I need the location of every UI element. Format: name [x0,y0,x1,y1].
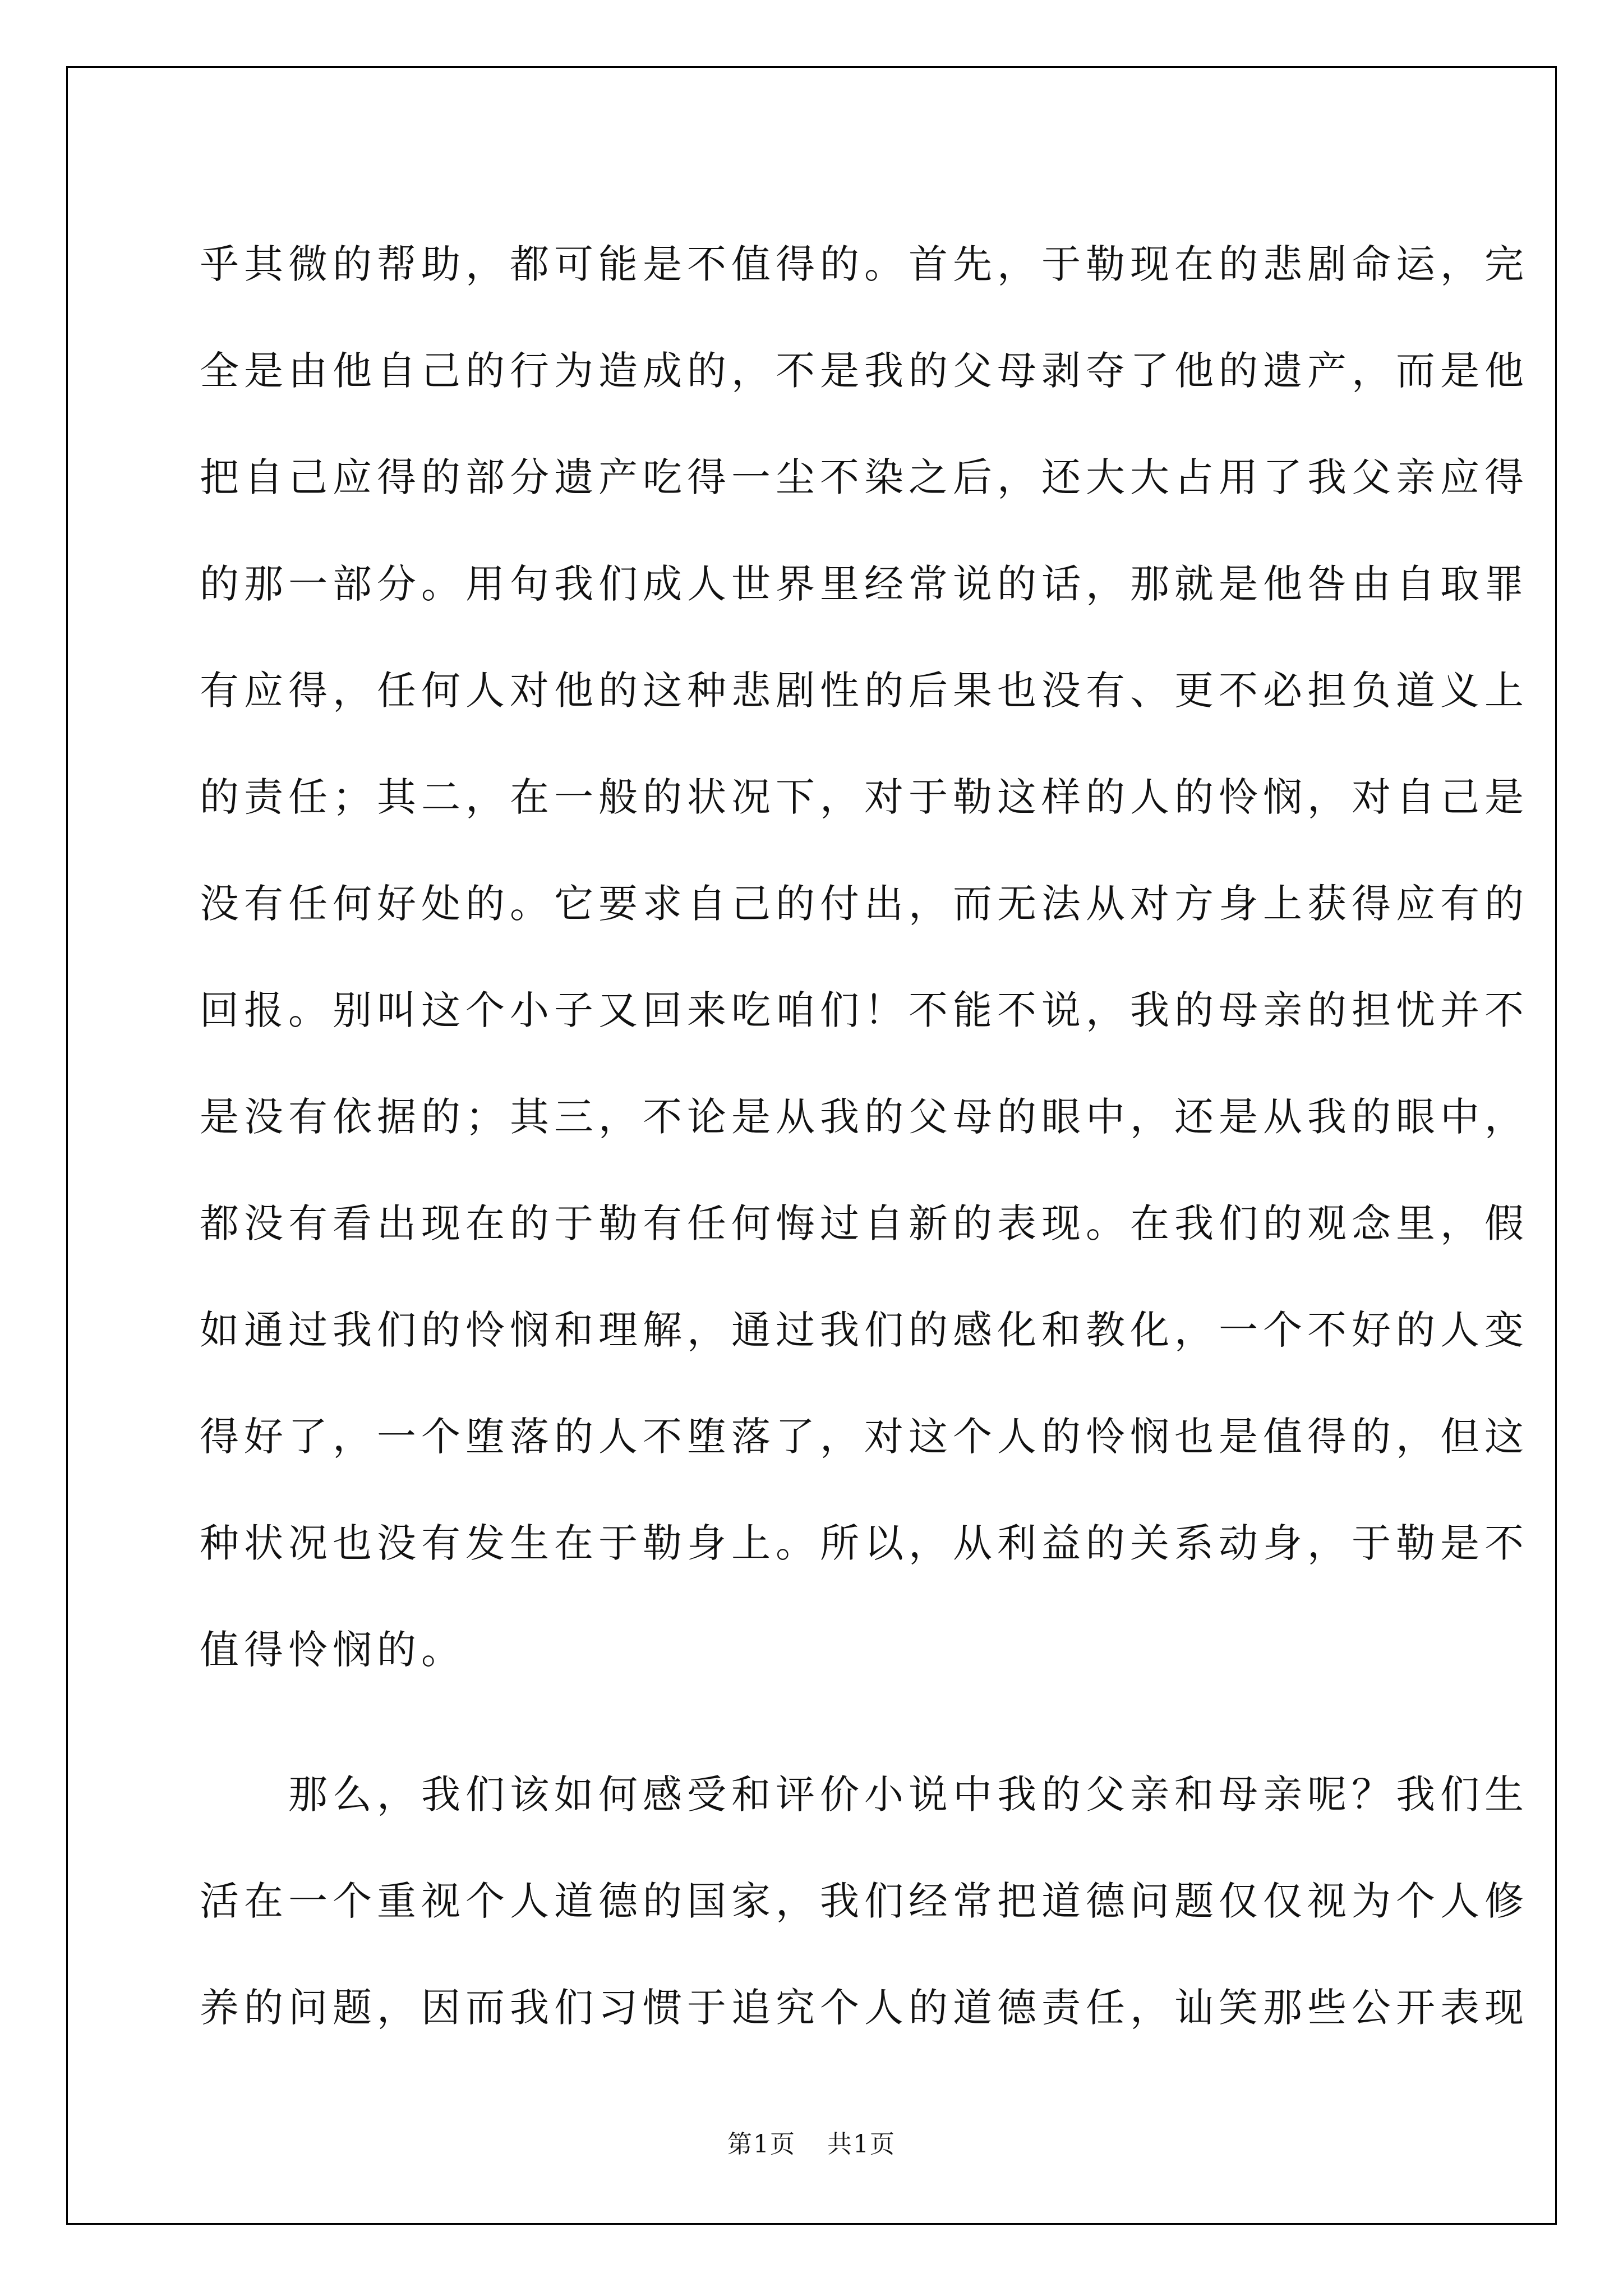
text-line: 乎其微的帮助，都可能是不值得的。首先，于勒现在的悲剧命运，完 [200,241,1529,287]
text-line: 都没有看出现在的于勒有任何悔过自新的表现。在我们的观念里，假 [200,1200,1529,1246]
text-line: 全是由他自己的行为造成的，不是我的父母剥夺了他的遗产，而是他 [200,348,1529,394]
text-line: 得好了，一个堕落的人不堕落了，对这个人的怜悯也是值得的，但这 [200,1414,1529,1460]
text-line: 有应得，任何人对他的这种悲剧性的后果也没有、更不必担负道义上 [200,668,1529,714]
text-line: 那么，我们该如何感受和评价小说中我的父亲和母亲呢？我们生 [200,1772,1529,1818]
text-line: 如通过我们的怜悯和理解，通过我们的感化和教化，一个不好的人变 [200,1307,1529,1353]
text-line: 把自己应得的部分遗产吃得一尘不染之后，还大大占用了我父亲应得 [200,454,1529,500]
text-line: 的那一部分。用句我们成人世界里经常说的话，那就是他咎由自取罪 [200,561,1529,607]
paragraph-spacing [200,1703,1422,1741]
document-body [200,211,1529,2061]
text-line: 种状况也没有发生在于勒身上。所以，从利益的关系动身，于勒是不 [200,1520,1529,1566]
text-line: 的责任；其二，在一般的状况下，对于勒这样的人的怜悯，对自己是 [200,774,1529,820]
paragraph-1 [200,211,1529,1703]
page-number: 第1页 [727,2130,796,2159]
text-line: 活在一个重视个人道德的国家，我们经常把道德问题仅仅视为个人修 [200,1878,1529,1924]
text-line: 没有任何好处的。它要求自己的付出，而无法从对方身上获得应有的 [200,881,1529,927]
page-footer [0,2124,1623,2160]
page-total: 共1页 [827,2130,896,2159]
text-line: 值得怜悯的。 [200,1627,465,1673]
paragraph-2 [200,1741,1529,2061]
text-line: 养的问题，因而我们习惯于追究个人的道德责任，讪笑那些公开表现 [200,1985,1529,2031]
text-line: 回报。别叫这个小子又回来吃咱们！不能不说，我的母亲的担忧并不 [200,987,1529,1033]
text-line: 是没有依据的；其三，不论是从我的父母的眼中，还是从我的眼中， [200,1094,1529,1140]
